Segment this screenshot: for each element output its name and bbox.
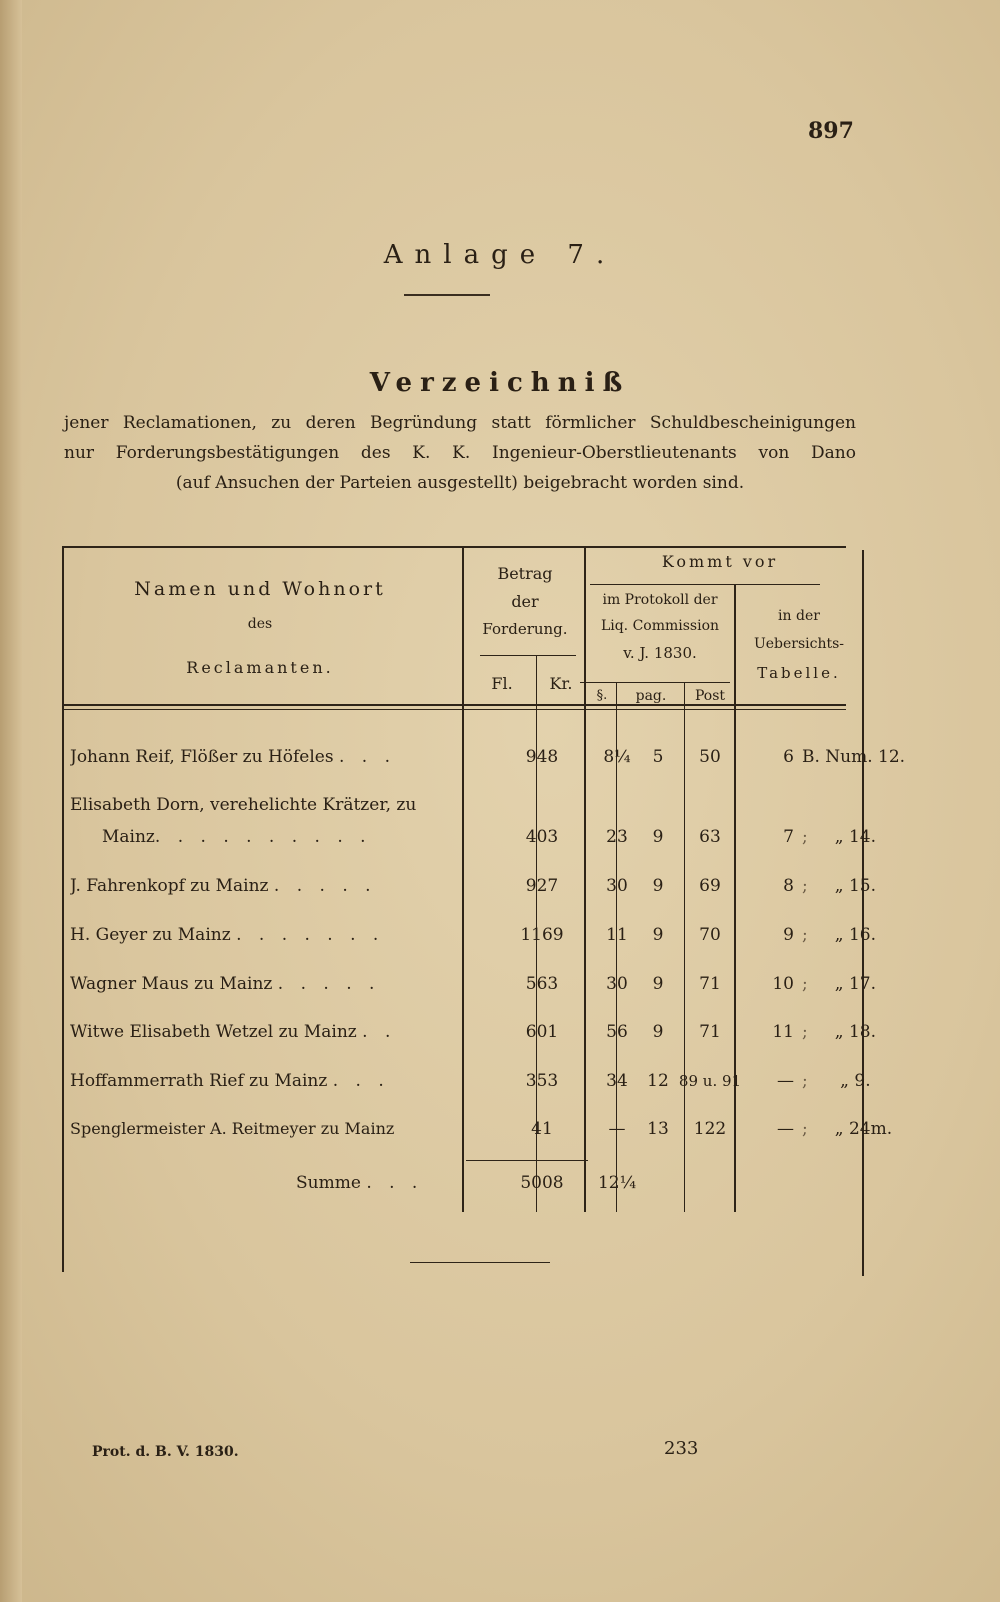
overview-number: ; „ 17. [802, 974, 877, 994]
amount-kr: 11 [606, 925, 628, 945]
appendix-heading: Anlage 7. [383, 240, 617, 270]
amount-kr: 56 [606, 1022, 628, 1042]
overview-number: ; „ 24m. [802, 1119, 893, 1139]
overview-number: ; „ 16. [802, 925, 877, 945]
page-number: 897 [808, 118, 854, 144]
amount-kr: 8¼ [603, 747, 631, 767]
header-protokoll-line3: v. J. 1830. [623, 644, 697, 662]
total-fl: 5008 [520, 1173, 564, 1193]
reclamant-name: Wagner Maus zu Mainz . . . . . [70, 974, 381, 994]
kommt-vor-rule [590, 584, 820, 585]
subtitle-line-3: (auf Ansuchen der Parteien ausgestellt) beigebracht worden sind. [175, 473, 745, 493]
protocol-post: — [777, 1071, 794, 1091]
header-post: Post [694, 688, 726, 704]
table-row [66, 1017, 877, 1047]
protocol-paragraph: 12 [647, 1071, 669, 1091]
protocol-page: 71 [699, 1022, 721, 1042]
sheet-number: 233 [664, 1438, 699, 1459]
subtitle-line-2: nur Forderungsbestätigungen des K. K. Ingenieur-Oberstlieutenants von Dano [64, 443, 856, 463]
total-kr: 12¼ [597, 1173, 637, 1193]
overview-number: ; „ 18. [802, 1022, 877, 1042]
protocol-post: 9 [783, 925, 794, 945]
header-pag: pag. [635, 688, 667, 704]
table-row [66, 920, 877, 950]
amount-fl: 403 [525, 827, 559, 847]
table-row-continued [66, 790, 866, 820]
table-row [66, 742, 906, 772]
heading-rule [404, 294, 490, 296]
protocol-paragraph: 13 [647, 1119, 669, 1139]
betrag-split-rule [480, 655, 576, 656]
amount-kr: 23 [606, 827, 628, 847]
amount-kr: — [608, 1119, 626, 1139]
header-betrag-line3: Forderung. [482, 620, 568, 638]
sum-rule [466, 1160, 588, 1161]
header-name-line3: Reclamanten. [186, 658, 334, 677]
header-betrag-line2: der [511, 592, 539, 611]
reclamant-name: Elisabeth Dorn, verehelichte Krätzer, zu [70, 795, 417, 815]
header-name-line2: des [247, 616, 273, 632]
protocol-post: 10 [772, 974, 794, 994]
protocol-post: 7 [783, 827, 794, 847]
header-paragraph: §. [596, 688, 608, 703]
table-row [66, 871, 877, 901]
protocol-page: 50 [699, 747, 721, 767]
header-name-line1: Namen und Wohnort [134, 578, 386, 600]
reclamant-name: Spenglermeister A. Reitmeyer zu Mainz [70, 1119, 395, 1138]
protocol-page: 89 u. 91 [678, 1072, 742, 1090]
amount-fl: 1169 [520, 925, 564, 945]
header-bottom-rule-thin [62, 709, 846, 710]
protocol-page: 69 [699, 876, 721, 896]
header-kommt-vor: Kommt vor [661, 552, 779, 571]
document-title: Verzeichniß [369, 368, 631, 398]
reclamant-name: Witwe Elisabeth Wetzel zu Mainz . . [70, 1022, 397, 1042]
amount-fl: 353 [525, 1071, 559, 1091]
protocol-paragraph: 9 [652, 974, 664, 994]
reclamant-name: Johann Reif, Flößer zu Höfeles . . . [70, 747, 397, 767]
protocol-page: 63 [699, 827, 721, 847]
amount-fl: 948 [525, 747, 559, 767]
header-protokoll-line2: Liq. Commission [600, 618, 720, 634]
protocol-page: 70 [699, 925, 721, 945]
header-fl: Fl. [491, 674, 513, 693]
table-row [66, 969, 877, 999]
amount-fl: 41 [531, 1119, 553, 1139]
table-left-border [62, 546, 64, 1272]
header-protokoll-line1: im Protokoll der [602, 592, 718, 608]
reclamant-name: Hoffammerrath Rief zu Mainz . . . [70, 1071, 390, 1091]
protocol-paragraph: 9 [652, 876, 664, 896]
title-description [64, 408, 856, 498]
amount-kr: 30 [606, 876, 628, 896]
protocol-post: 11 [772, 1022, 794, 1042]
protocol-post: 8 [783, 876, 794, 896]
amount-fl: 601 [525, 1022, 559, 1042]
protocol-paragraph: 9 [652, 1022, 664, 1042]
table-top-rule [62, 546, 846, 548]
overview-number: ; „ 9. [802, 1071, 871, 1091]
table-row [66, 822, 877, 852]
header-kr: Kr. [549, 674, 573, 693]
total-label: Summe . . . [296, 1173, 424, 1193]
protocol-page: 122 [693, 1119, 727, 1139]
table-end-rule [410, 1262, 550, 1263]
overview-number: ; „ 14. [802, 827, 877, 847]
table-row [66, 1066, 871, 1096]
amount-fl: 563 [525, 974, 559, 994]
protokoll-split-rule [580, 682, 730, 683]
subtitle-line-1: jener Reclamationen, zu deren Begründung statt förmlicher Schuldbescheinigungen [64, 413, 856, 433]
table-total-row [66, 1168, 866, 1198]
reclamant-name: J. Fahrenkopf zu Mainz . . . . . [70, 876, 377, 896]
protocol-paragraph: 9 [652, 827, 664, 847]
reclamant-name: H. Geyer zu Mainz . . . . . . . [70, 925, 385, 945]
header-uebersicht-line2: Uebersichts- [753, 636, 845, 652]
protocol-page: 71 [699, 974, 721, 994]
protocol-paragraph: 9 [652, 925, 664, 945]
table-row [66, 1114, 893, 1144]
protocol-post: — [777, 1119, 794, 1139]
amount-kr: 34 [606, 1071, 628, 1091]
header-uebersicht-line3: Tabelle. [757, 664, 841, 682]
header-uebersicht-line1: in der [778, 608, 820, 624]
reclamant-name-cont: Mainz. . . . . . . . . . [102, 827, 372, 847]
amount-kr: 30 [606, 974, 628, 994]
protocol-post: 6 [783, 747, 794, 767]
protocol-paragraph: 5 [652, 747, 664, 767]
header-betrag-line1: Betrag [497, 564, 553, 583]
amount-fl: 927 [525, 876, 559, 896]
overview-number: B. Num. 12. [802, 747, 906, 767]
footer-signature-mark: Prot. d. B. V. 1830. [92, 1444, 239, 1460]
overview-number: ; „ 15. [802, 876, 877, 896]
